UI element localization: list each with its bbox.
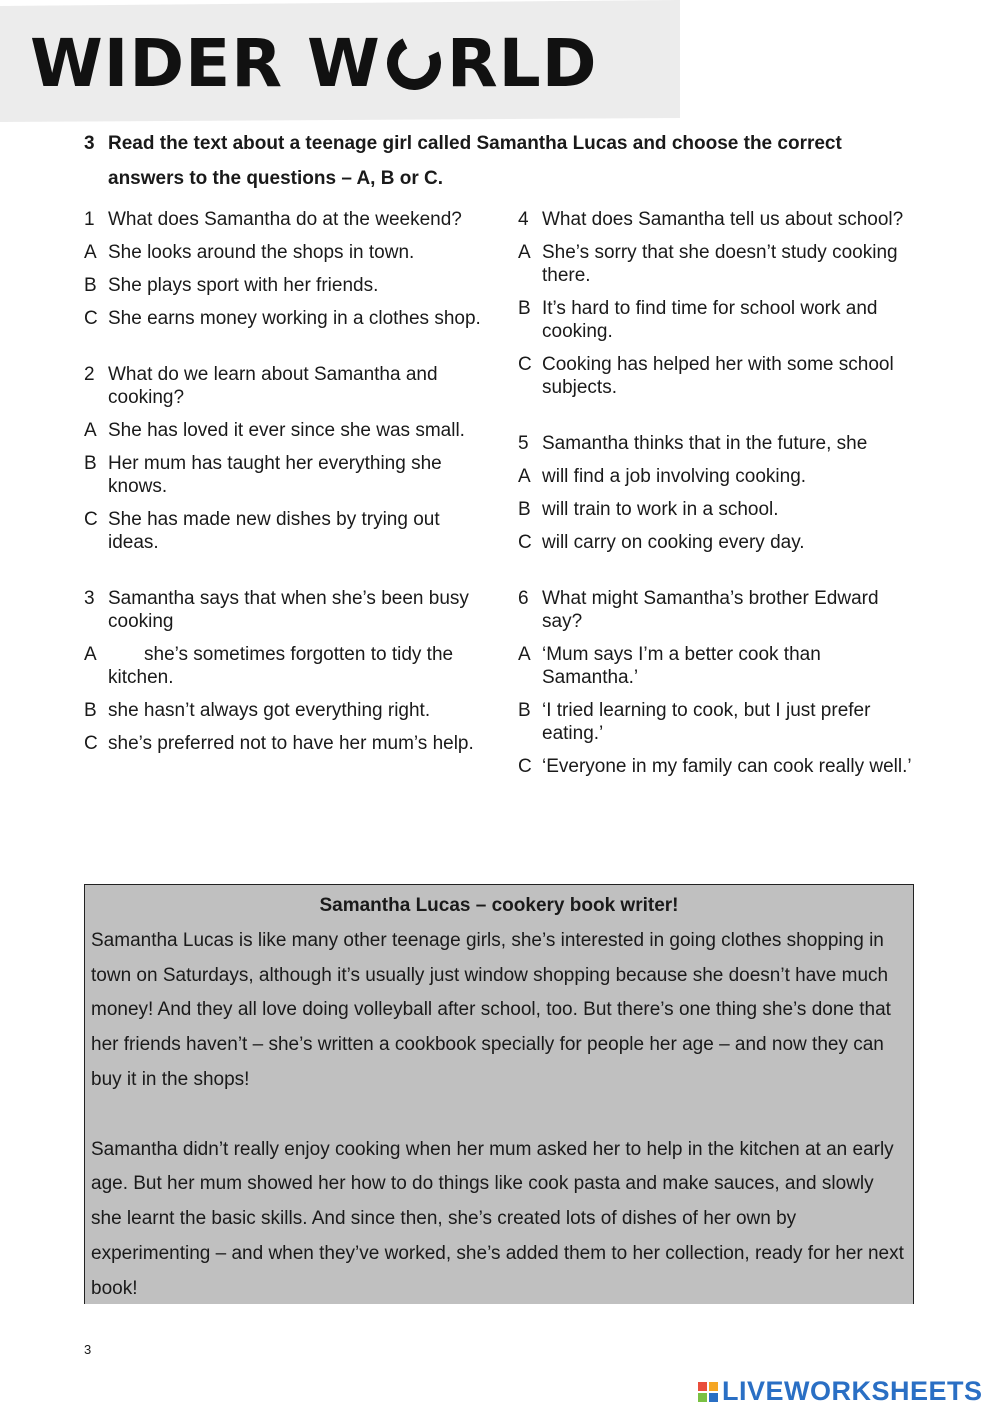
option-text: It’s hard to find time for school work and cooking. (542, 298, 878, 342)
option-key: B (518, 298, 531, 319)
answer-option[interactable] (84, 419, 484, 442)
logo-ring-icon (379, 28, 448, 97)
question-2 (84, 363, 484, 554)
question-stem: Samantha says that when she’s been busy cooking (108, 588, 469, 632)
question-number: 4 (518, 209, 529, 230)
liveworksheets-logo (698, 1376, 983, 1407)
logo-text-start: WIDER W (30, 25, 381, 102)
question-stem: What might Samantha’s brother Edward say? (542, 588, 879, 632)
answer-option[interactable] (518, 465, 918, 488)
option-key: B (518, 700, 531, 721)
option-key: B (84, 453, 97, 474)
answer-option[interactable] (518, 297, 918, 343)
answer-option[interactable] (518, 498, 918, 521)
passage-paragraph: Samantha didn’t really enjoy cooking when her mum asked her to help in the kitchen at an early age. But her mum showed her how to do things like cook pasta and make sauces, and slowly she learnt the basic skills. And since then, she’s created lots of dishes of her own by experimenting – and when they’ve worked, she’s added them to her collection, ready for her next book! (91, 1138, 904, 1299)
exercise-number: 3 (84, 133, 95, 154)
option-text: She has made new dishes by trying out ideas. (108, 509, 440, 553)
option-key: C (84, 308, 98, 329)
option-key: A (518, 242, 531, 263)
question-6 (518, 587, 918, 778)
passage-paragraph: Samantha Lucas is like many other teenage girls, she’s interested in going clothes shopping in town on Saturdays, although it’s usually just window shopping because she doesn’t have much money! And they all love doing volleyball after school, too. But there’s one thing she’s done that her friends haven’t – she’s written a cookbook specially for people her age – and now they can buy it in the shops! (91, 929, 891, 1090)
reading-passage (84, 884, 914, 1304)
option-key: A (84, 242, 97, 263)
question-stem: What do we learn about Samantha and cooking? (108, 364, 438, 408)
question-number: 3 (84, 588, 95, 609)
option-key: C (518, 354, 532, 375)
answer-option[interactable] (518, 353, 918, 399)
liveworksheets-wordmark: LIVEWORKSHEETS (722, 1376, 983, 1406)
question-number: 1 (84, 209, 95, 230)
option-text: ‘Mum says I’m a better cook than Samantha.’ (542, 644, 821, 688)
answer-option[interactable] (84, 307, 484, 330)
answer-option[interactable] (84, 274, 484, 297)
option-text: she’s preferred not to have her mum’s help. (108, 733, 474, 754)
option-text: will carry on cooking every day. (542, 532, 805, 553)
answer-option[interactable] (84, 508, 484, 554)
answer-option[interactable] (518, 531, 918, 554)
answer-option[interactable] (84, 452, 484, 498)
option-key: B (84, 275, 97, 296)
answer-option[interactable] (84, 699, 484, 722)
option-key: B (518, 499, 531, 520)
option-text: she’s sometimes forgotten to tidy the kitchen. (108, 644, 454, 688)
option-key: A (518, 466, 531, 487)
answer-option[interactable] (84, 643, 484, 689)
option-text: Her mum has taught her everything she knows. (108, 453, 442, 497)
option-text: ‘Everyone in my family can cook really well.’ (542, 756, 912, 777)
option-key: B (84, 700, 97, 721)
option-key: C (84, 733, 98, 754)
question-4 (518, 208, 918, 399)
answer-option[interactable] (518, 643, 918, 689)
page-number: 3 (84, 1342, 92, 1357)
question-1 (84, 208, 484, 330)
option-text: ‘I tried learning to cook, but I just prefer eating.’ (542, 700, 871, 744)
question-stem: What does Samantha do at the weekend? (108, 209, 462, 230)
question-number: 2 (84, 364, 95, 385)
option-text: Cooking has helped her with some school subjects. (542, 354, 894, 398)
option-text: She looks around the shops in town. (108, 242, 415, 263)
questions-left-column (84, 208, 484, 788)
answer-option[interactable] (518, 699, 918, 745)
option-text: She plays sport with her friends. (108, 275, 379, 296)
wider-world-logo (30, 24, 598, 104)
instruction-text: Read the text about a teenage girl called Samantha Lucas and choose the correct answers to the questions – A, B or C. (108, 133, 842, 189)
question-3 (84, 587, 484, 755)
logo-text-end: RLD (446, 25, 598, 102)
option-text: she hasn’t always got everything right. (108, 700, 431, 721)
question-stem: Samantha thinks that in the future, she (542, 433, 868, 454)
question-stem: What does Samantha tell us about school? (542, 209, 904, 230)
question-number: 5 (518, 433, 529, 454)
answer-option[interactable] (84, 241, 484, 264)
questions-right-column (518, 208, 918, 811)
option-key: A (84, 644, 97, 665)
exercise-instruction (84, 126, 914, 196)
option-key: A (84, 420, 97, 441)
answer-option[interactable] (518, 241, 918, 287)
passage-title: Samantha Lucas – cookery book writer! (319, 895, 679, 916)
question-5 (518, 432, 918, 554)
option-text: will find a job involving cooking. (542, 466, 807, 487)
option-key: C (518, 756, 532, 777)
option-text: She’s sorry that she doesn’t study cooking there. (542, 242, 898, 286)
question-number: 6 (518, 588, 529, 609)
answer-option[interactable] (518, 755, 918, 778)
option-key: C (518, 532, 532, 553)
option-text: She earns money working in a clothes shop. (108, 308, 481, 329)
answer-option[interactable] (84, 732, 484, 755)
option-key: A (518, 644, 531, 665)
liveworksheets-blocks-icon (698, 1382, 718, 1402)
option-text: She has loved it ever since she was small. (108, 420, 465, 441)
option-key: C (84, 509, 98, 530)
option-text: will train to work in a school. (542, 499, 779, 520)
